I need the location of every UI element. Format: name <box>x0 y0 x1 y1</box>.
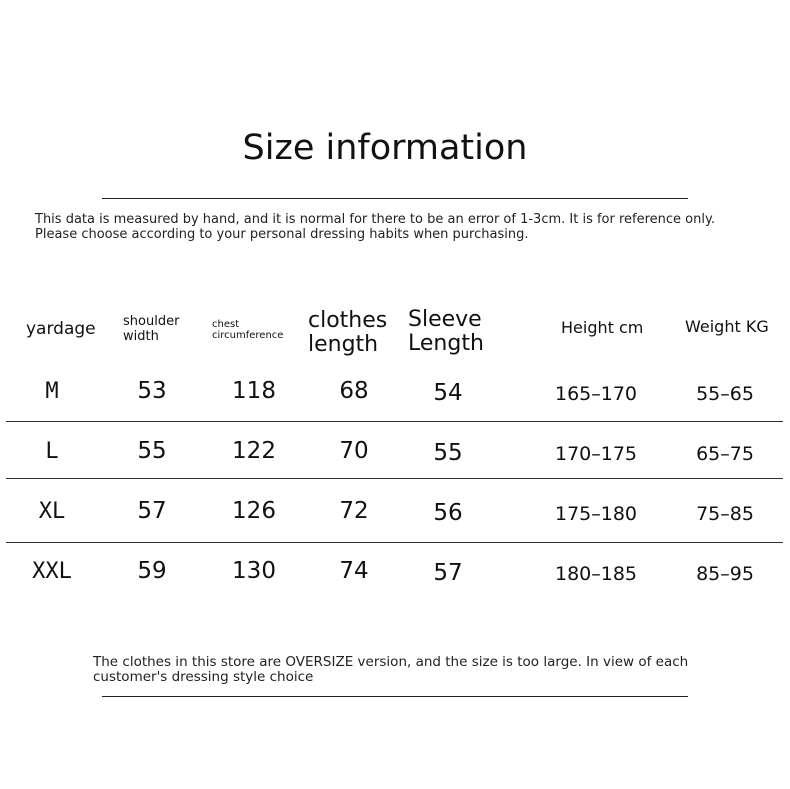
row-m-height: 165–170 <box>554 383 638 405</box>
row-divider <box>6 542 783 543</box>
footer-note-line-1: The clothes in this store are OVERSIZE version, and the size is too large. In view of each <box>93 654 689 670</box>
row-l-sleeve: 55 <box>433 440 463 466</box>
row-xl-weight: 75–85 <box>696 503 754 525</box>
row-l-weight: 65–75 <box>696 443 754 465</box>
row-m-chest: 118 <box>232 378 276 404</box>
intro-note-line-1: This data is measured by hand, and it is normal for there to be an error of 1-3cm. It is for reference only. <box>35 212 715 227</box>
row-xl-length: 72 <box>339 498 369 524</box>
header-yardage: yardage <box>26 319 96 339</box>
header-clothes-line-2: length <box>308 332 379 357</box>
row-l-height: 170–175 <box>554 443 638 465</box>
row-xl-height: 175–180 <box>554 503 638 525</box>
row-m-weight: 55–65 <box>696 383 754 405</box>
header-sleeve-length <box>408 308 484 356</box>
header-shoulder-line-1: shoulder <box>123 314 180 329</box>
row-xxl-length: 74 <box>339 558 369 584</box>
title-divider <box>102 198 688 199</box>
row-xxl-shoulder: 59 <box>137 558 167 584</box>
row-xxl-weight: 85–95 <box>696 563 754 585</box>
row-m-size: M <box>45 379 59 404</box>
row-l-chest: 122 <box>232 438 276 464</box>
header-sleeve-line-1: Sleeve <box>408 307 482 332</box>
header-chest-line-1: chest <box>212 319 240 330</box>
header-chest-circumference <box>212 319 283 341</box>
header-weight: Weight KG <box>685 317 769 336</box>
row-l-size: L <box>45 439 59 464</box>
header-clothes-length <box>308 309 387 357</box>
row-xxl-size: XXL <box>32 559 72 584</box>
row-xl-shoulder: 57 <box>137 498 167 524</box>
row-divider <box>6 421 783 422</box>
row-xxl-chest: 130 <box>232 558 276 584</box>
header-clothes-line-1: clothes <box>308 308 388 333</box>
intro-note-line-2: Please choose according to your personal dressing habits when purchasing. <box>35 227 529 242</box>
row-xxl-sleeve: 57 <box>433 560 463 586</box>
header-sleeve-line-2: Length <box>408 331 484 356</box>
page-title: Size information <box>242 128 528 168</box>
row-l-length: 70 <box>339 438 369 464</box>
footer-note-line-2: customer's dressing style choice <box>93 669 314 685</box>
row-xl-sleeve: 56 <box>433 500 463 526</box>
row-m-length: 68 <box>339 378 369 404</box>
row-xl-chest: 126 <box>232 498 276 524</box>
row-m-sleeve: 54 <box>433 380 463 406</box>
row-xxl-height: 180–185 <box>554 563 638 585</box>
footer-note <box>93 655 688 685</box>
intro-note <box>35 212 715 242</box>
header-height: Height cm <box>561 318 644 337</box>
header-chest-line-2: circumference <box>212 330 284 341</box>
header-shoulder-width <box>123 314 179 344</box>
header-shoulder-line-2: width <box>123 329 159 344</box>
footer-divider <box>102 696 688 697</box>
row-m-shoulder: 53 <box>137 378 167 404</box>
row-l-shoulder: 55 <box>137 438 167 464</box>
row-divider <box>6 478 783 479</box>
row-xl-size: XL <box>38 499 66 524</box>
